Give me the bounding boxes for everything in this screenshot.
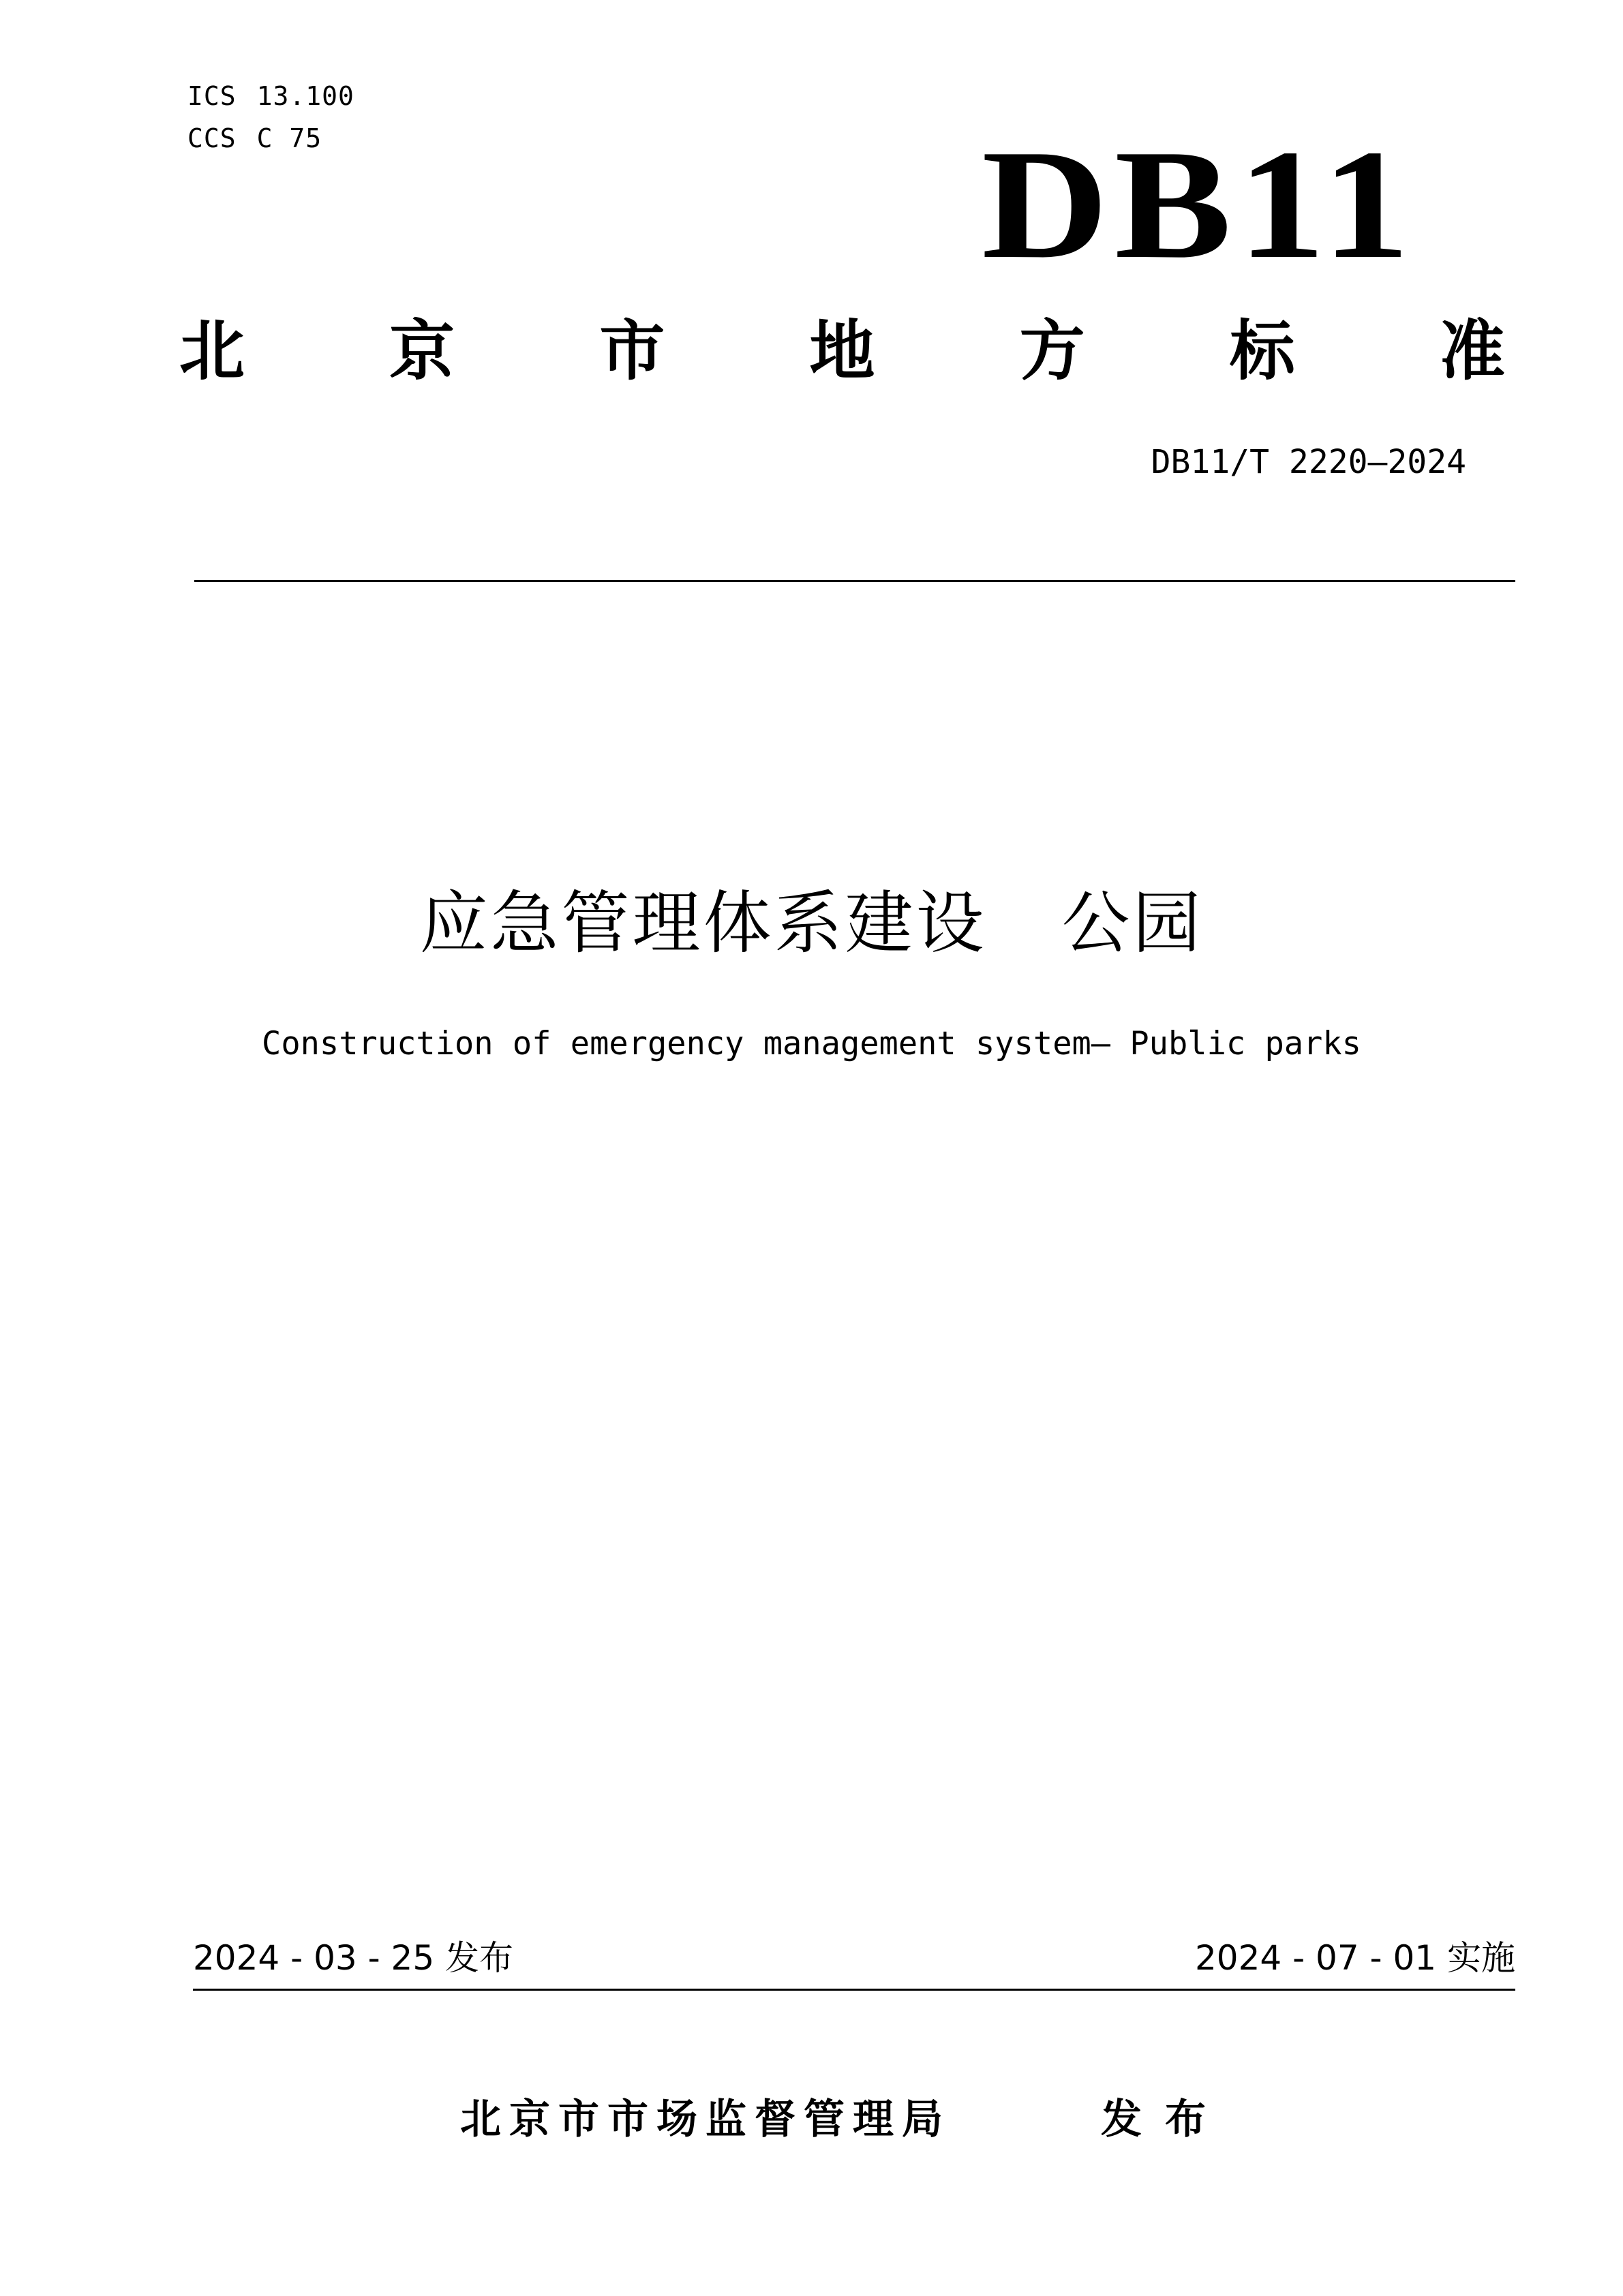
issuing-authority: 北京市市场监督管理局 xyxy=(460,2096,951,2143)
standard-title-char: 方 xyxy=(1019,313,1085,389)
ccs-code: C 75 xyxy=(256,123,322,153)
issue-action: 发布 xyxy=(1101,2096,1229,2143)
standard-title-char: 地 xyxy=(809,313,875,389)
top-divider xyxy=(194,580,1515,582)
title-zh-main: 应急管理体系建设 xyxy=(419,883,987,963)
ccs-line xyxy=(187,117,354,159)
ics-line xyxy=(187,75,354,117)
db11-logo: DB11 xyxy=(982,117,1416,291)
ics-label: ICS xyxy=(187,81,237,111)
standard-title-char: 市 xyxy=(599,313,665,389)
standard-title-char: 准 xyxy=(1439,313,1505,389)
ccs-label: CCS xyxy=(187,123,237,153)
standard-title-char: 京 xyxy=(389,313,455,389)
standard-title-char: 北 xyxy=(179,313,245,389)
effective-date: 2024 - 07 - 01 实施 xyxy=(1194,1938,1515,1978)
document-title-en: Construction of emergency management system— Public parks xyxy=(262,1025,1361,1062)
ics-code: 13.100 xyxy=(256,81,354,111)
standard-number: DB11/T 2220—2024 xyxy=(1151,443,1466,481)
standard-title-char: 标 xyxy=(1229,313,1295,389)
bottom-divider xyxy=(193,1989,1515,1991)
classification-codes xyxy=(187,75,354,159)
standard-type-title xyxy=(179,310,1505,392)
document-title-zh xyxy=(0,879,1623,968)
publish-date: 2024 - 03 - 25 发布 xyxy=(193,1938,514,1978)
title-zh-sub: 公园 xyxy=(1061,883,1204,963)
